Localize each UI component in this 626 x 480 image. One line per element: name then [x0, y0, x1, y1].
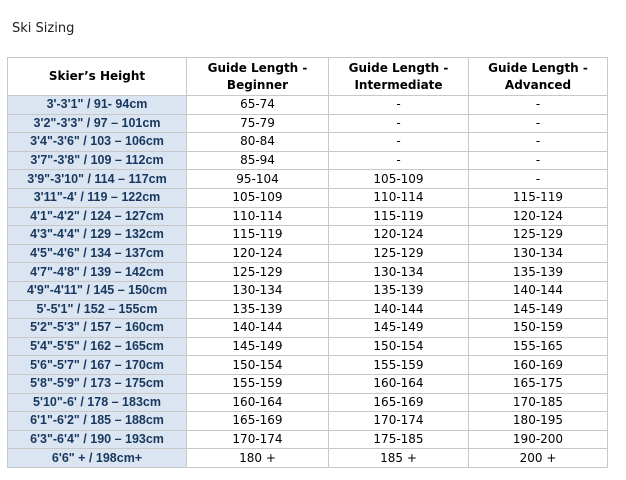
intermediate-length-cell: 105-109: [329, 170, 469, 189]
skier-height-cell: 5'8"-5'9" / 173 – 175cm: [8, 374, 187, 393]
table-row: [8, 96, 608, 115]
intermediate-length-cell: 175-185: [329, 430, 469, 449]
beginner-length-cell: 105-109: [187, 188, 329, 207]
intermediate-length-cell: 110-114: [329, 188, 469, 207]
page-title: Ski Sizing: [12, 21, 75, 36]
table-row: [8, 430, 608, 449]
header-skier-height: [8, 58, 187, 96]
header-intermediate-line2: Intermediate: [354, 77, 443, 92]
beginner-length-cell: 170-174: [187, 430, 329, 449]
intermediate-length-cell: 160-164: [329, 374, 469, 393]
skier-height-cell: 5'-5'1" / 152 – 155cm: [8, 300, 187, 319]
advanced-length-cell: -: [469, 96, 608, 115]
beginner-length-cell: 165-169: [187, 412, 329, 431]
advanced-length-cell: 120-124: [469, 207, 608, 226]
advanced-length-cell: 130-134: [469, 244, 608, 263]
intermediate-length-cell: 125-129: [329, 244, 469, 263]
advanced-length-cell: 180-195: [469, 412, 608, 431]
advanced-length-cell: 135-139: [469, 263, 608, 282]
table-row: [8, 319, 608, 338]
intermediate-length-cell: 140-144: [329, 300, 469, 319]
intermediate-length-cell: 120-124: [329, 226, 469, 245]
advanced-length-cell: 190-200: [469, 430, 608, 449]
skier-height-cell: 5'4"-5'5" / 162 – 165cm: [8, 337, 187, 356]
advanced-length-cell: 145-149: [469, 300, 608, 319]
beginner-length-cell: 125-129: [187, 263, 329, 282]
table-row: [8, 356, 608, 375]
header-intermediate-line1: Guide Length -: [348, 60, 449, 75]
beginner-length-cell: 85-94: [187, 151, 329, 170]
skier-height-cell: 3'4"-3'6" / 103 – 106cm: [8, 133, 187, 152]
advanced-length-cell: 115-119: [469, 188, 608, 207]
intermediate-length-cell: 170-174: [329, 412, 469, 431]
beginner-length-cell: 155-159: [187, 374, 329, 393]
header-beginner-line2: Beginner: [226, 77, 289, 92]
skier-height-cell: 5'2"-5'3" / 157 – 160cm: [8, 319, 187, 338]
header-skier-height-line1: Skier’s Height: [48, 69, 146, 83]
skier-height-cell: 3'2"-3'3" / 97 – 101cm: [8, 114, 187, 133]
intermediate-length-cell: -: [329, 151, 469, 170]
intermediate-length-cell: 155-159: [329, 356, 469, 375]
table-body: [8, 96, 608, 468]
beginner-length-cell: 120-124: [187, 244, 329, 263]
header-advanced-line1: Guide Length -: [488, 60, 588, 75]
skier-height-cell: 6'1"-6'2" / 185 – 188cm: [8, 412, 187, 431]
header-beginner-line1: Guide Length -: [207, 60, 308, 75]
table-row: [8, 114, 608, 133]
beginner-length-cell: 150-154: [187, 356, 329, 375]
advanced-length-cell: -: [469, 114, 608, 133]
skier-height-cell: 6'6" + / 198cm+: [8, 449, 187, 468]
beginner-length-cell: 160-164: [187, 393, 329, 412]
table-row: [8, 133, 608, 152]
beginner-length-cell: 130-134: [187, 281, 329, 300]
skier-height-cell: 3'9"-3'10" / 114 – 117cm: [8, 170, 187, 189]
ski-sizing-table: [7, 57, 608, 468]
skier-height-cell: 4'5"-4'6" / 134 – 137cm: [8, 244, 187, 263]
table-row: [8, 412, 608, 431]
intermediate-length-cell: -: [329, 114, 469, 133]
advanced-length-cell: 125-129: [469, 226, 608, 245]
beginner-length-cell: 75-79: [187, 114, 329, 133]
skier-height-cell: 4'7"-4'8" / 139 – 142cm: [8, 263, 187, 282]
advanced-length-cell: 165-175: [469, 374, 608, 393]
intermediate-length-cell: 185 +: [329, 449, 469, 468]
table-row: [8, 374, 608, 393]
intermediate-length-cell: -: [329, 133, 469, 152]
beginner-length-cell: 145-149: [187, 337, 329, 356]
table-row: [8, 337, 608, 356]
intermediate-length-cell: 150-154: [329, 337, 469, 356]
beginner-length-cell: 95-104: [187, 170, 329, 189]
table-row: [8, 226, 608, 245]
skier-height-cell: 3'11"-4' / 119 – 122cm: [8, 188, 187, 207]
table-row: [8, 188, 608, 207]
table-row: [8, 151, 608, 170]
intermediate-length-cell: 115-119: [329, 207, 469, 226]
table-row: [8, 244, 608, 263]
advanced-length-cell: 140-144: [469, 281, 608, 300]
advanced-length-cell: 155-165: [469, 337, 608, 356]
skier-height-cell: 3'7"-3'8" / 109 – 112cm: [8, 151, 187, 170]
advanced-length-cell: 160-169: [469, 356, 608, 375]
beginner-length-cell: 140-144: [187, 319, 329, 338]
table-row: [8, 263, 608, 282]
advanced-length-cell: 150-159: [469, 319, 608, 338]
skier-height-cell: 5'6"-5'7" / 167 – 170cm: [8, 356, 187, 375]
table-row: [8, 281, 608, 300]
skier-height-cell: 4'1"-4'2" / 124 – 127cm: [8, 207, 187, 226]
header-advanced: [469, 58, 608, 96]
header-intermediate: [329, 58, 469, 96]
advanced-length-cell: -: [469, 170, 608, 189]
table-row: [8, 300, 608, 319]
beginner-length-cell: 180 +: [187, 449, 329, 468]
header-advanced-line2: Advanced: [504, 77, 572, 92]
beginner-length-cell: 110-114: [187, 207, 329, 226]
intermediate-length-cell: 135-139: [329, 281, 469, 300]
beginner-length-cell: 80-84: [187, 133, 329, 152]
advanced-length-cell: -: [469, 151, 608, 170]
intermediate-length-cell: 130-134: [329, 263, 469, 282]
beginner-length-cell: 115-119: [187, 226, 329, 245]
intermediate-length-cell: 145-149: [329, 319, 469, 338]
beginner-length-cell: 65-74: [187, 96, 329, 115]
table-row: [8, 207, 608, 226]
table-row: [8, 170, 608, 189]
beginner-length-cell: 135-139: [187, 300, 329, 319]
table-row: [8, 393, 608, 412]
intermediate-length-cell: -: [329, 96, 469, 115]
intermediate-length-cell: 165-169: [329, 393, 469, 412]
advanced-length-cell: 200 +: [469, 449, 608, 468]
skier-height-cell: 6'3"-6'4" / 190 – 193cm: [8, 430, 187, 449]
skier-height-cell: 3'-3'1" / 91- 94cm: [8, 96, 187, 115]
advanced-length-cell: -: [469, 133, 608, 152]
advanced-length-cell: 170-185: [469, 393, 608, 412]
header-beginner: [187, 58, 329, 96]
skier-height-cell: 4'9"-4'11" / 145 – 150cm: [8, 281, 187, 300]
table-row: [8, 449, 608, 468]
skier-height-cell: 4'3"-4'4" / 129 – 132cm: [8, 226, 187, 245]
table-header-row: [8, 58, 608, 96]
skier-height-cell: 5'10"-6' / 178 – 183cm: [8, 393, 187, 412]
